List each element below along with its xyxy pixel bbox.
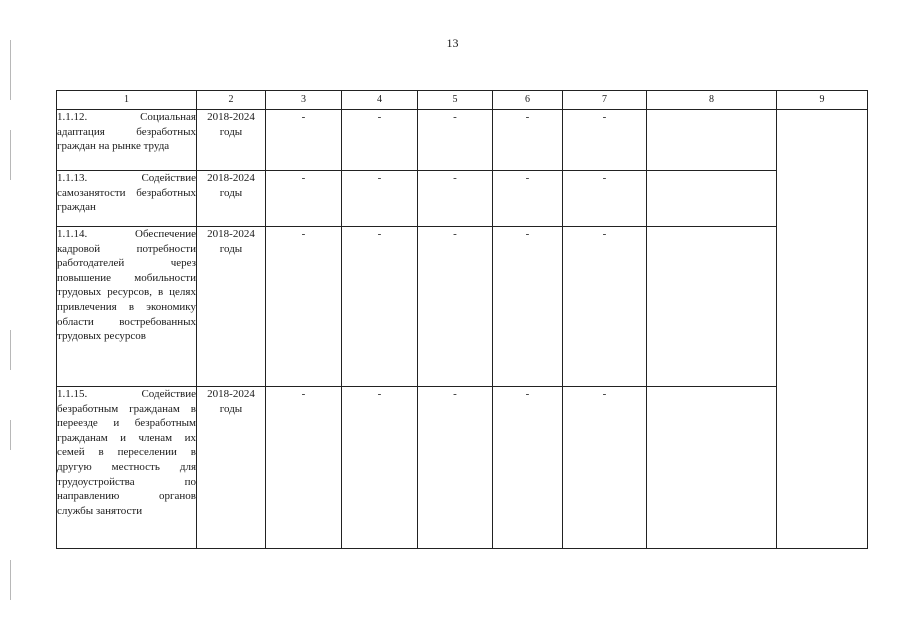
header-col-8: 8 — [647, 91, 777, 110]
cell-col-6: - — [493, 171, 563, 227]
cell-col-9-merged — [777, 110, 868, 549]
activity-name: 1.1.14. Обеспечение кадровой потребности работодателей через повышение мобильности трудовых ресурсов, в целях привлечения в экономику области востребованных трудовых ресурсов — [57, 227, 197, 387]
header-col-3: 3 — [266, 91, 342, 110]
cell-col-5: - — [418, 110, 493, 171]
cell-col-4: - — [342, 110, 418, 171]
cell-col-7: - — [563, 387, 647, 549]
activity-name: 1.1.12. Социальная адаптация безработных граждан на рынке труда — [57, 110, 197, 171]
cell-col-4: - — [342, 387, 418, 549]
cell-col-3: - — [266, 171, 342, 227]
header-col-1: 1 — [57, 91, 197, 110]
activity-name: 1.1.15. Содействие безработным гражданам в переезде и безработным гражданам и членам их семей в переселении в другую местность для трудоустройства по направлению органов службы занятости — [57, 387, 197, 549]
activity-period: 2018-2024 годы — [197, 110, 266, 171]
scan-artifact — [10, 420, 11, 450]
table-row — [57, 387, 868, 549]
header-col-9: 9 — [777, 91, 868, 110]
activity-period: 2018-2024 годы — [197, 227, 266, 387]
cell-col-3: - — [266, 110, 342, 171]
cell-col-6: - — [493, 227, 563, 387]
table-row — [57, 110, 868, 171]
cell-col-7: - — [563, 227, 647, 387]
page-number: 13 — [446, 36, 459, 50]
table-row — [57, 227, 868, 387]
cell-col-8 — [647, 171, 777, 227]
cell-col-3: - — [266, 227, 342, 387]
scan-artifact — [10, 560, 11, 600]
header-col-7: 7 — [563, 91, 647, 110]
header-col-6: 6 — [493, 91, 563, 110]
cell-col-3: - — [266, 387, 342, 549]
cell-col-8 — [647, 387, 777, 549]
cell-col-7: - — [563, 110, 647, 171]
table-row — [57, 171, 868, 227]
cell-col-4: - — [342, 227, 418, 387]
cell-col-6: - — [493, 387, 563, 549]
cell-col-6: - — [493, 110, 563, 171]
cell-col-5: - — [418, 171, 493, 227]
header-col-4: 4 — [342, 91, 418, 110]
cell-col-7: - — [563, 171, 647, 227]
header-row — [57, 91, 868, 110]
activities-table — [56, 90, 868, 549]
activity-name: 1.1.13. Содействие самозанятости безработных граждан — [57, 171, 197, 227]
cell-col-5: - — [418, 387, 493, 549]
cell-col-4: - — [342, 171, 418, 227]
scan-artifact — [10, 330, 11, 370]
scan-artifact — [10, 130, 11, 180]
header-col-2: 2 — [197, 91, 266, 110]
cell-col-5: - — [418, 227, 493, 387]
activity-period: 2018-2024 годы — [197, 387, 266, 549]
header-col-5: 5 — [418, 91, 493, 110]
cell-col-8 — [647, 110, 777, 171]
activity-period: 2018-2024 годы — [197, 171, 266, 227]
scan-artifact — [10, 40, 11, 100]
cell-col-8 — [647, 227, 777, 387]
